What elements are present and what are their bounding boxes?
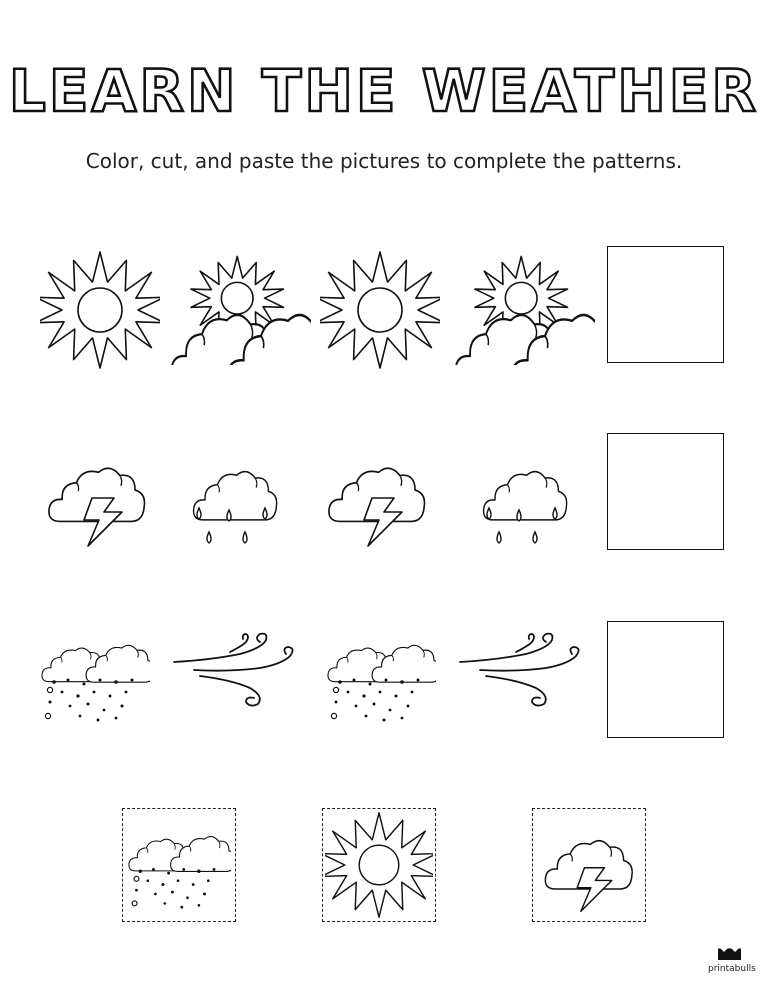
- cutout-card-snow[interactable]: [122, 808, 236, 922]
- answer-box-row-2[interactable]: [607, 433, 724, 550]
- partly-cloudy-icon: [166, 255, 311, 365]
- worksheet-title: LEARN THE WEATHER: [8, 57, 760, 125]
- brand-name: printabulls: [708, 964, 756, 974]
- storm-cloud-icon: [539, 815, 639, 915]
- answer-box-row-3[interactable]: [607, 621, 724, 738]
- sun-icon: [325, 811, 433, 919]
- storm-cloud-icon: [322, 440, 432, 550]
- brand-logo-icon: [716, 946, 742, 966]
- snow-cloud-icon: [326, 630, 436, 725]
- snow-cloud-icon: [40, 630, 150, 725]
- sun-icon: [40, 250, 160, 370]
- worksheet-instructions: Color, cut, and paste the pictures to complete the patterns.: [85, 149, 683, 173]
- snow-cloud-icon: [127, 821, 231, 913]
- storm-cloud-icon: [42, 440, 152, 550]
- wind-icon: [170, 630, 305, 710]
- partly-cloudy-icon: [450, 255, 595, 365]
- rain-cloud-icon: [185, 440, 285, 552]
- sun-icon: [320, 250, 440, 370]
- wind-icon: [456, 630, 591, 710]
- cutout-card-sun[interactable]: [322, 808, 436, 922]
- answer-box-row-1[interactable]: [607, 246, 724, 363]
- cutout-card-storm[interactable]: [532, 808, 646, 922]
- rain-cloud-icon: [475, 440, 575, 552]
